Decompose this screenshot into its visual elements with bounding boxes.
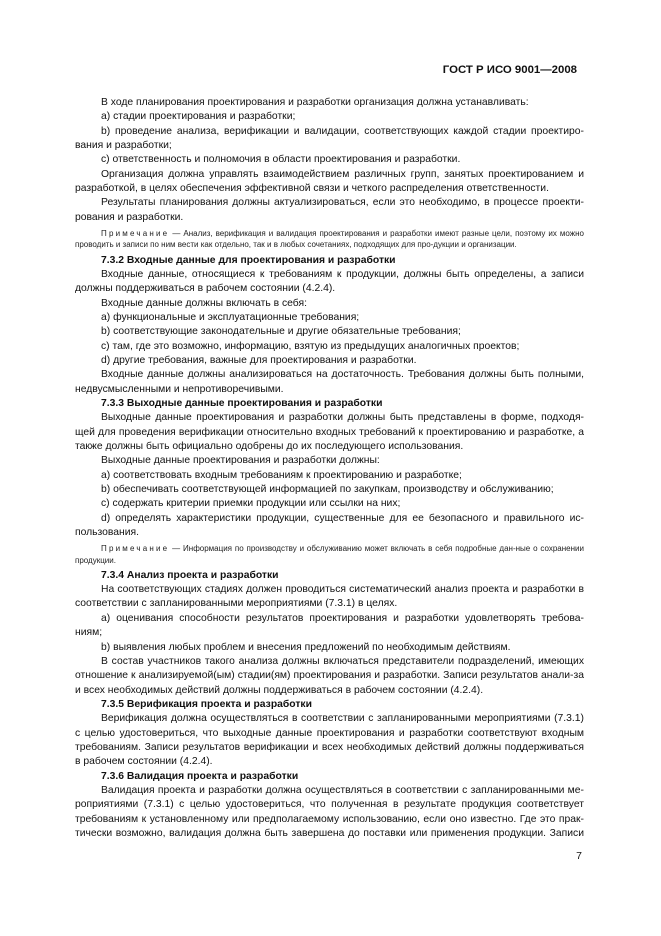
- note-text: — Анализ, верификация и валидация проектирования и разработки имеют разные цели, поэтому их можно проводить и записи по ним вести как отдельно, так и в любых сочетаниях, подходящих для про-дукции и организации.: [75, 229, 584, 250]
- paragraph: Входные данные должны включать в себя:: [101, 297, 307, 309]
- section-heading: 7.3.3 Выходные данные проектирования и разработки: [101, 397, 383, 409]
- paragraph: В ходе планирования проектирования и разработки организация должна устанавливать:: [101, 97, 529, 108]
- list-item: с) содержать критерии приемки продукции или ссылки на них;: [101, 498, 401, 510]
- list-item-continuation: вания и разработки;: [75, 140, 172, 152]
- paragraph: Выходные данные проектирования и разработки должны быть представлены в форме, подходя-щей для проведения верификации относительно входных требований к проектированию и разработке, а также должны быть официально одобрены до их последующего использования.: [75, 412, 584, 452]
- paragraph: Выходные данные проектирования и разработки должны:: [101, 455, 380, 467]
- section-heading: 7.3.6 Валидация проекта и разработки: [101, 770, 299, 782]
- paragraph: Входные данные должны анализироваться на достаточность. Требования должны быть полными, недвусмысленными и непротиворечивыми.: [75, 369, 584, 395]
- note: [75, 225, 584, 250]
- paragraph: В состав участников такого анализа должны включаться представители подразделений, имеющих отношение к анализируемой(ым) стадии(ям) проектирования и разработки. Записи результатов анали-за и всех необходимых действий должны поддерживаться в рабочем состоянии (4.2.4).: [75, 655, 584, 696]
- paragraph: Верификация должна осуществляться в соответствии с запланированными мероприятиями (7.3.1) с целью удостовериться, что выходные данные проектирования и разработки соответствуют входным требованиям. Записи результатов верификации и всех необходимых действий должны поддерживаться в рабочем состоянии (4.2.4).: [75, 713, 584, 768]
- list-item-continuation: ниям;: [75, 627, 103, 639]
- list-item: d) определять характеристики продукции, существенные для ее безопасного и правильного ис-: [101, 512, 584, 524]
- list-item: b) проведение анализа, верификации и валидации, соответствующих каждой стадии проектиро-: [101, 125, 584, 137]
- list-item-continuation: пользования.: [75, 527, 140, 539]
- list-item: с) ответственность и полномочия в области проектирования и разработки.: [101, 154, 461, 166]
- paragraph: Организация должна управлять взаимодействием различных групп, занятых проектированием и разработкой, в целях обеспечения эффективной связи и четкого распределения ответственности.: [75, 168, 584, 195]
- paragraph: Результаты планирования должны актуализироваться, если это необходимо, в процессе проекти-рования и разработки.: [75, 197, 584, 223]
- page-number: 7: [576, 850, 582, 862]
- list-item: b) обеспечивать соответствующей информацией по закупкам, производству и обслуживанию;: [101, 484, 554, 495]
- document-body: [75, 96, 584, 841]
- list-item: b) выявления любых проблем и внесения предложений по необходимым действиям.: [101, 641, 511, 653]
- section-heading: 7.3.5 Верификация проекта и разработки: [101, 698, 312, 710]
- section-heading: 7.3.4 Анализ проекта и разработки: [101, 569, 279, 581]
- paragraph: Валидация проекта и разработки должна осуществляться в соответствии с запланированными ме-роприятиями (7.3.1) с целью удостовериться, что полученная в результате продукция соответствует требованиям к установленному или предполагаемому использованию, если оно известно. Где это прак-тически возможно, валидация должна быть завершена до поставки или применения продукции. Записи: [75, 784, 584, 839]
- paragraph: На соответствующих стадиях должен проводиться систематический анализ проекта и разработки в соответствии с запланированными мероприятиями (7.3.1) в целях.: [75, 584, 584, 610]
- list-item: b) соответствующие законодательные и другие обязательные требования;: [101, 326, 461, 338]
- note-label: Примечание: [101, 229, 170, 239]
- paragraph: Входные данные, относящиеся к требованиям к продукции, должны быть определены, а записи должны поддерживаться в рабочем состоянии (4.2.4).: [75, 268, 584, 295]
- section-heading: 7.3.2 Входные данные для проектирования и разработки: [101, 254, 396, 266]
- list-item: d) другие требования, важные для проектирования и разработки.: [101, 354, 417, 366]
- list-item: а) стадии проектирования и разработки;: [101, 111, 296, 123]
- note-label: Примечание: [101, 544, 170, 554]
- list-item: а) соответствовать входным требованиям к проектированию и разработке;: [101, 469, 462, 481]
- note: [75, 540, 584, 565]
- list-item: а) функциональные и эксплуатационные требования;: [101, 311, 360, 323]
- note-text: — Информация по производству и обслуживанию может включать в себя подробные дан-ные о сохранении продукции.: [75, 544, 584, 565]
- list-item: а) оценивания способности результатов проектирования и разработки удовлетворять требова-: [101, 612, 584, 624]
- standard-code-header: ГОСТ Р ИСО 9001—2008: [442, 64, 577, 76]
- list-item: с) там, где это возможно, информацию, взятую из предыдущих аналогичных проектов;: [101, 340, 520, 352]
